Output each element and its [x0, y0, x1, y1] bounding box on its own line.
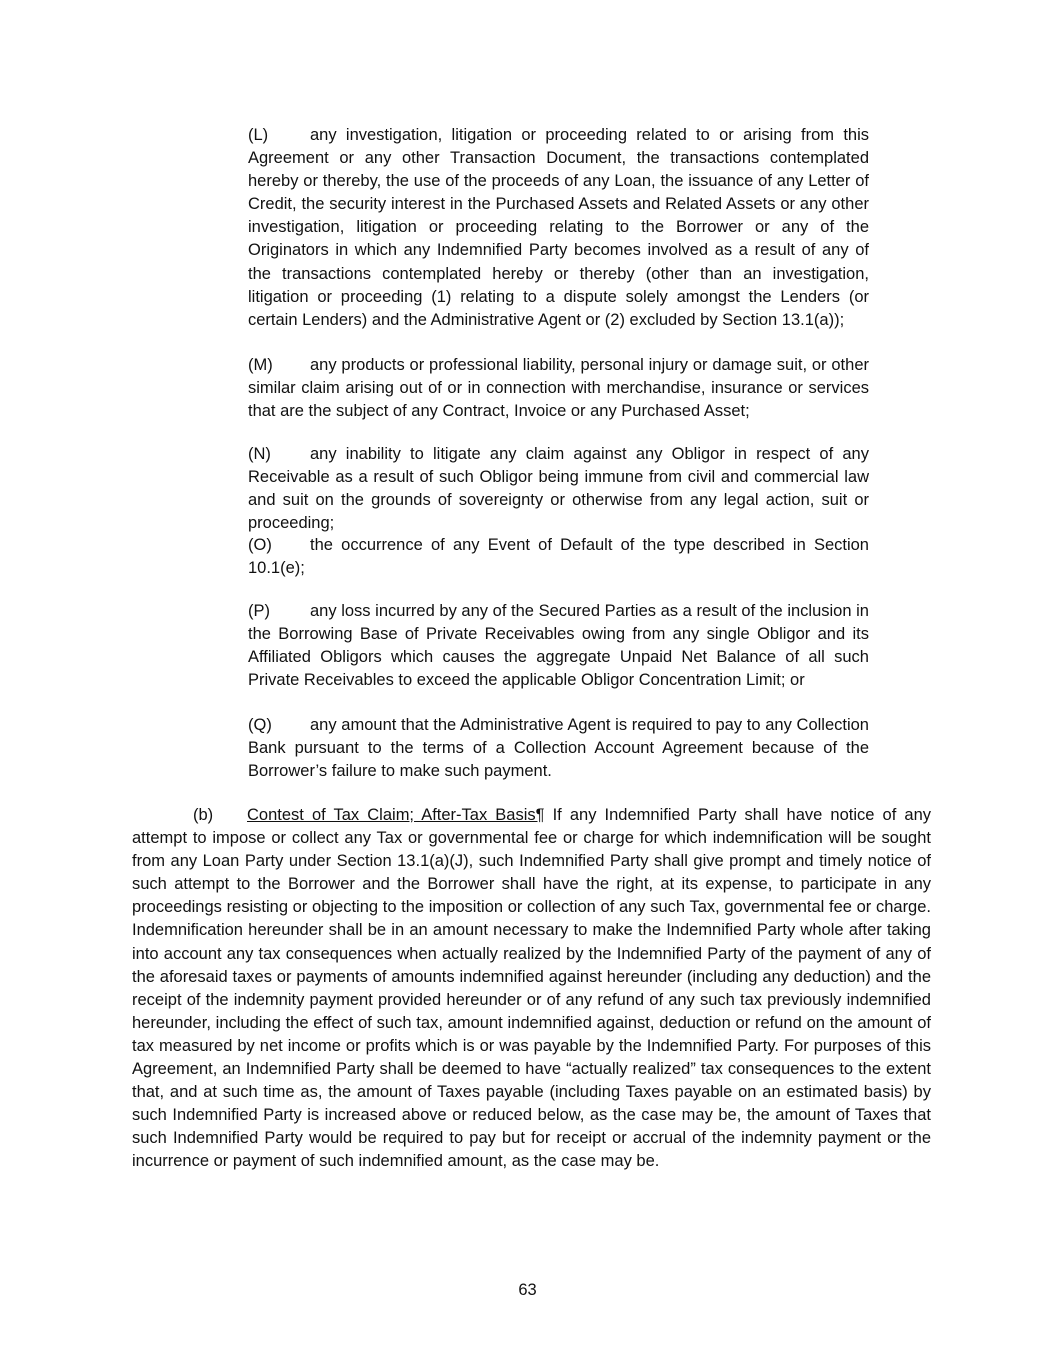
clause-p [186, 600, 869, 692]
paragraph-b [132, 804, 931, 1174]
clause-q [186, 714, 869, 783]
clause-text: any inability to litigate any claim against any Obligor in respect of any Receivable as a result of such Obligor being immune from civil and commercial law and suit on the grounds of sovereignty or otherwise from any legal action, suit or proceeding; [248, 445, 869, 533]
clause-m [186, 354, 869, 423]
paragraph-label: (b) [193, 806, 214, 824]
clause-text: any loss incurred by any of the Secured Parties as a result of the inclusion in the Borrowing Base of Private Receivables owing from any single Obligor and its Affiliated Obligors which causes the aggregate Unpaid Net Balance of all such Private Receivables to exceed the applicable Obligor Concentration Limit; or [248, 602, 869, 690]
clause-text: the occurrence of any Event of Default of the type described in Section 10.1(e); [248, 536, 869, 578]
clause-label: (P) [248, 602, 270, 620]
clause-text: any investigation, litigation or proceeding related to or arising from this Agreement or any other Transaction Document, the transactions contemplated hereby or thereby, the use of the proceeds of any Loan, the issuance of any Letter of Credit, the security interest in the Purchased Assets and Related Assets or any other investigation, litigation or proceeding relating to the Borrower or any of the Originators in which any Indemnified Party becomes involved as a result of any of the transactions contemplated hereby or thereby (other than an investigation, litigation or proceeding (1) relating to a dispute solely amongst the Lenders (or certain Lenders) and the Administrative Agent or (2) excluded by Section 13.1(a)); [248, 126, 869, 329]
clause-text: any amount that the Administrative Agent is required to pay to any Collection Bank pursuant to the terms of a Collection Account Agreement because of the Borrower’s failure to make such payment. [248, 716, 869, 781]
clause-label: (Q) [248, 716, 272, 734]
clause-label: (N) [248, 445, 271, 463]
clause-l [186, 124, 869, 332]
paragraph-heading: Contest of Tax Claim; After-Tax Basis¶ [247, 806, 545, 824]
clause-label: (L) [248, 126, 269, 144]
clause-o [186, 534, 869, 580]
page-number: 63 [518, 1281, 537, 1299]
clause-text: any products or professional liability, personal injury or damage suit, or other similar claim arising out of or in connection with merchandise, insurance or services that are the subject of any Contract, Invoice or any Purchased Asset; [248, 356, 869, 421]
clause-label: (O) [248, 536, 272, 554]
clause-label: (M) [248, 356, 273, 374]
paragraph-text: If any Indemnified Party shall have notice of any attempt to impose or collect any Tax or governmental fee or charge for which indemnification will be sought from any Loan Party under Section 13.1(a)(J), such Indemnified Party shall give prompt and timely notice of such attempt to the Borrower and the Borrower shall have the right, at its expense, to participate in any proceedings resisting or objecting to the imposition or collection of any such Tax, governmental fee or charge. Indemnification hereunder shall be in an amount necessary to make the Indemnified Party whole after taking into account any tax consequences when actually realized by the Indemnified Party of the payment of any of the aforesaid taxes or payments of amounts indemnified against hereunder (including any deduction) and the receipt of the indemnity payment provided hereunder or of any refund of any such tax previously indemnified hereunder, including the effect of such tax, amount indemnified against, deduction or refund on the amount of tax measured by net income or profits which is or was payable by the Indemnified Party. For purposes of this Agreement, an Indemnified Party shall be deemed to have “actually realized” tax consequences to the extent that, and at such time as, the amount of Taxes payable (including Taxes payable on an estimated basis) by such Indemnified Party is increased above or reduced below, as the case may be, the amount of Taxes that such Indemnified Party would be required to pay but for receipt or accrual of the indemnity payment or the incurrence or payment of such indemnified amount, as the case may be. [132, 806, 931, 1171]
clause-n [186, 443, 869, 535]
